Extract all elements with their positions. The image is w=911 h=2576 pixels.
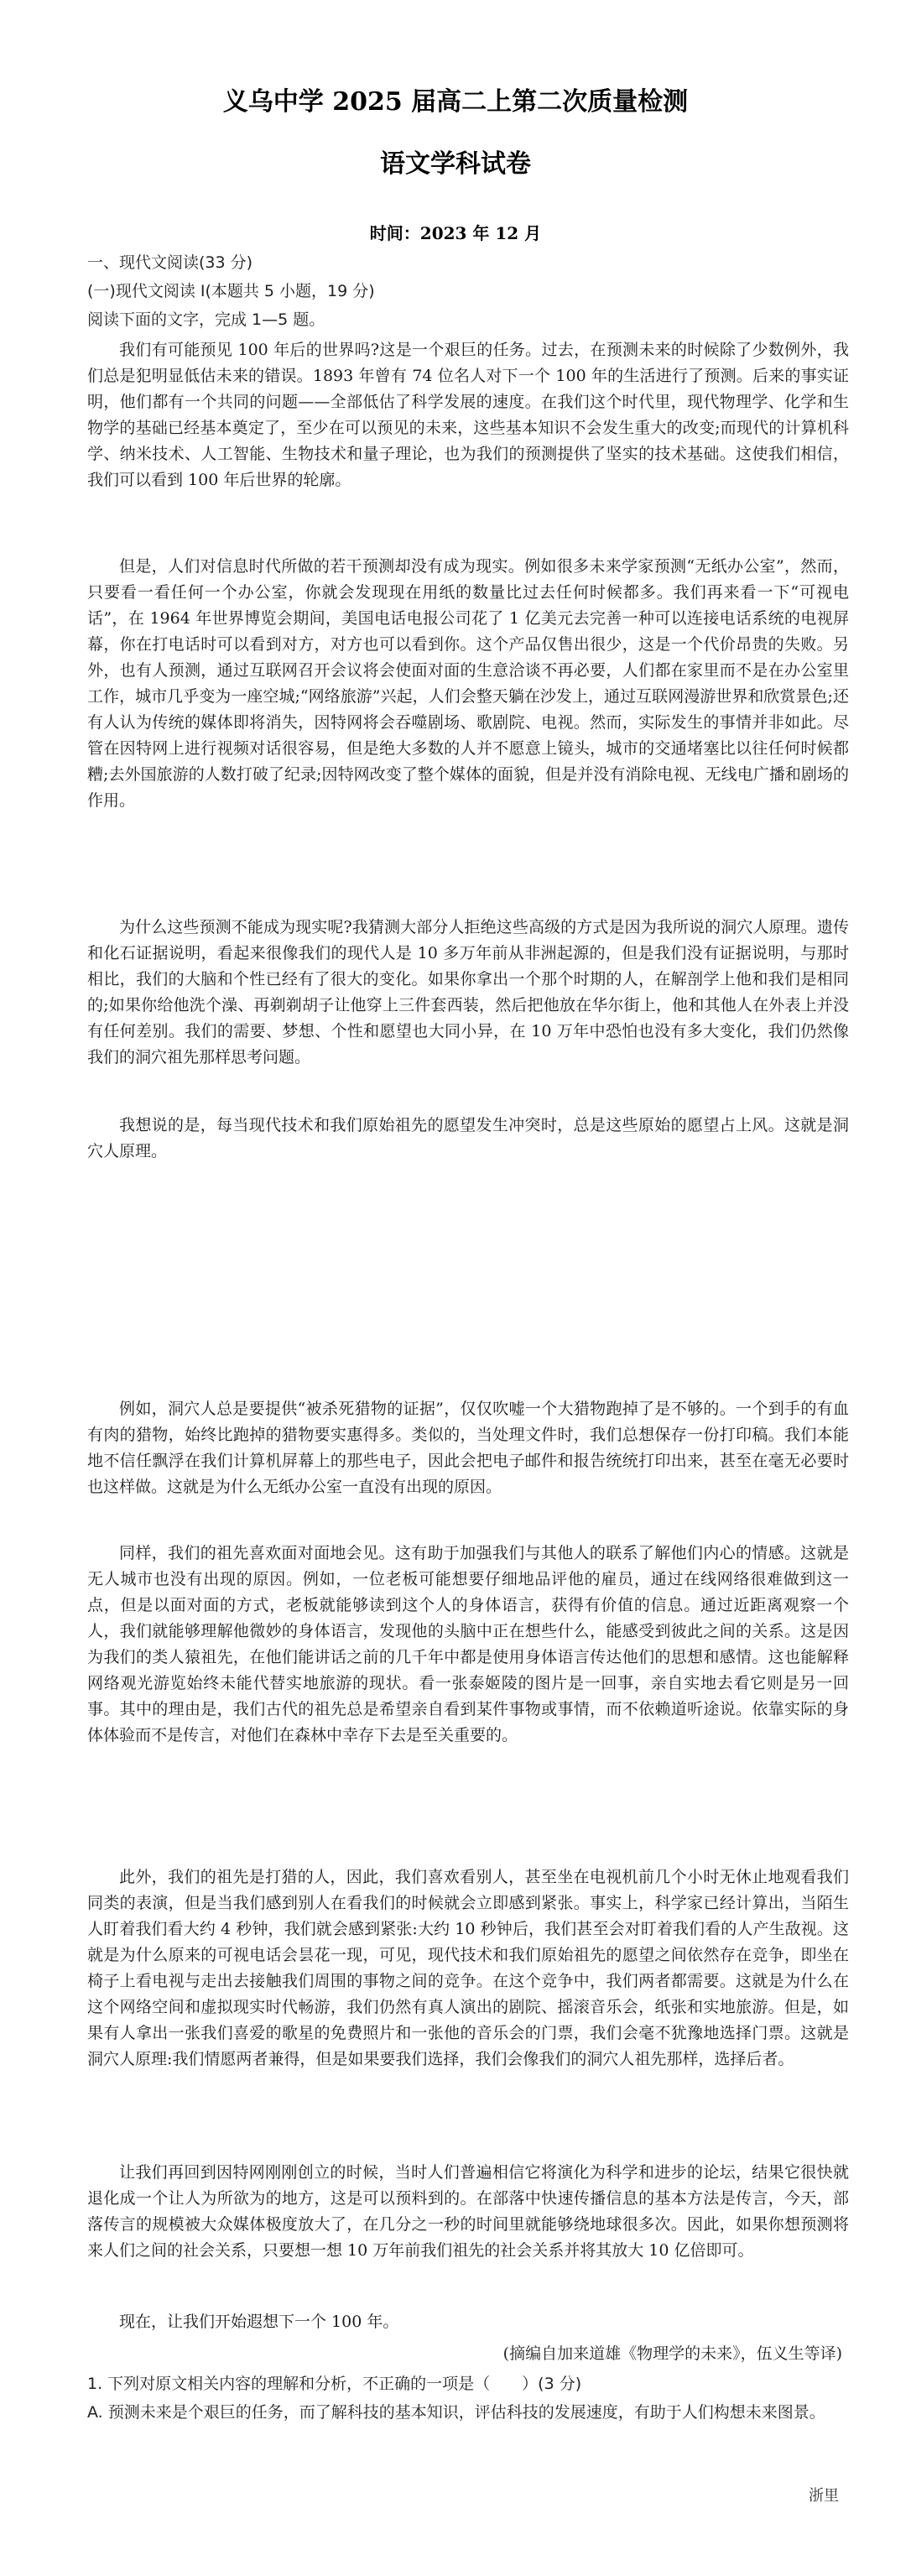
paragraph-6: 同样，我们的祖先喜欢面对面地会见。这有助于加强我们与其他人的联系了解他们内心的情感。这就是无人城市也没有出现的原因。例如，一位老板可能想要仔细地品评他的雇员，通过在线网络很难做到这一点，但是以面对面的方式，老板就能够读到这个人的身体语言，获得有价值的信息。通过近距离观察一个人，我们就能够理解他微妙的身体语言，发现他的头脑中正在想些什么，能感受到彼此之间的关系。这是因为我们的类人猿祖先，在他们能讲话之前的几千年中都是使用身体语言传达他们的思想和感情。这也能解释网络观光游览始终未能代替实地旅游的现状。看一张泰姬陵的图片是一回事，亲自实地去看它则是另一回事。其中的理由是，我们古代的祖先总是希望亲自看到某件事物或事情，而不依赖道听途说。依靠实际的身体体验而不是传言，对他们在森林中幸存下去是至关重要的。 [87,1544,849,1744]
reading-instruction: 阅读下面的文字，完成 1—5 题。 [87,310,325,329]
paragraph-1: 我们有可能预见 100 年后的世界吗?这是一个艰巨的任务。过去，在预测未来的时候除了少数例外，我们总是犯明显低估未来的错误。1893 年曾有 74 位名人对下一个 100 年的生活进行了预测。后来的事实证明，他们都有一个共同的问题——全部低估了科学发展的速度。在我们这个时代里，现代物理学、化学和生物学的基础已经基本奠定了，至少在可以预见的未来，这些基本知识不会发生重大的改变;而现代的计算机科学、纳米技术、人工智能、生物技术和量子理论，也为我们的预测提供了坚实的技术基础。这使我们相信，我们可以看到 100 年后世界的轮廓。 [87,341,849,489]
paragraph-5: 例如，洞穴人总是要提供“被杀死猎物的证据”，仅仅吹嘘一个大猎物跑掉了是不够的。一个到手的有血有肉的猎物，始终比跑掉的猎物要实惠得多。类似的，当处理文件时，我们总想保存一份打印稿。我们本能地不信任飘浮在我们计算机屏幕上的那些电子，因此会把电子邮件和报告统统打印出来，甚至在毫无必要时也这样做。这就是为什么无纸办公室一直没有出现的原因。 [87,1400,849,1496]
part-heading: 一、现代文阅读(33 分) [87,253,253,272]
paragraph-7: 此外，我们的祖先是打猎的人，因此，我们喜欢看别人，甚至坐在电视机前几个小时无休止地观看我们同类的表演，但是当我们感到别人在看我们的时候就会立即感到紧张。事实上，科学家已经计算出，当陌生人盯着我们看大约 4 秒钟，我们就会感到紧张:大约 10 秒钟后，我们甚至会对盯着我们看的人产生敌视。这就是为什么原来的可视电话会昙花一现，可见，现代技术和我们原始祖先的愿望之间依然存在竞争，即坐在椅子上看电视与走出去接触我们周围的事物之间的竞争。在这个竞争中，我们两者都需要。这就是为什么在这个网络空间和虚拟现实时代畅游，我们仍然有真人演出的剧院、摇滚音乐会，纸张和实地旅游。但是，如果有人拿出一张我们喜爱的歌星的免费照片和一张他的音乐会的门票，我们会毫不犹豫地选择门票。这就是洞穴人原理:我们情愿两者兼得，但是如果要我们选择，我们会像我们的洞穴人祖先那样，选择后者。 [87,1868,849,2068]
exam-subtitle: 语文学科试卷 [380,149,531,179]
question-1-stem: 1. 下列对原文相关内容的理解和分析，不正确的一项是（ ）(3 分) [87,2375,582,2393]
exam-title: 义乌中学 2025 届高二上第二次质量检测 [222,87,689,117]
paragraph-8: 让我们再回到因特网刚刚创立的时候，当时人们普遍相信它将演化为科学和进步的论坛，结果它很快就退化成一个让人为所欲为的地方，这是可以预料到的。在部落中快速传播信息的基本方法是传言，今天，部落传言的规模被大众媒体极度放大了，在几分之一秒的时间里就能够绕地球很多次。因此，如果你想预测将来人们之间的社会关系，只要想一想 10 万年前我们祖先的社会关系并将其放大 10 亿倍即可。 [87,2163,849,2260]
source-citation: (摘编自加来道雄《物理学的未来》，伍义生等译) [502,2344,842,2363]
paragraph-3: 为什么这些预测不能成为现实呢?我猜测大部分人拒绝这些高级的方式是因为我所说的洞穴人原理。遗传和化石证据说明，看起来很像我们的现代人是 10 多万年前从非洲起源的，但是我们没有证据说明，与那时相比，我们的大脑和个性已经有了很大的变化。如果你拿出一个那个时期的人，在解剖学上他和我们是相同的;如果你给他洗个澡、再剃剃胡子让他穿上三件套西装，然后把他放在华尔街上，他和其他人在外表上并没有任何差别。我们的需要、梦想、个性和愿望也大同小异，在 10 万年中恐怕也没有多大变化，我们仍然像我们的洞穴祖先那样思考问题。 [87,918,849,1066]
paragraph-2: 但是，人们对信息时代所做的若干预测却没有成为现实。例如很多未来学家预测“无纸办公室”，然而，只要看一看任何一个办公室，你就会发现现在用纸的数量比过去任何时候都多。我们再来看一下“可视电话”，在 1964 年世界博览会期间，美国电话电报公司花了 1 亿美元去完善一种可以连接电话系统的电视屏幕，你在打电话时可以看到对方，对方也可以看到你。这个产品仅售出很少，这是一个代价昂贵的失败。另外，也有人预测，通过互联网召开会议将会使面对面的生意洽谈不再必要，人们都在家里而不是在办公室里工作，城市几乎变为一座空城;“网络旅游”兴起，人们会整天躺在沙发上，通过互联网漫游世界和欣赏景色;还有人认为传统的媒体即将消失，因特网将会吞噬剧场、歌剧院、电视。然而，实际发生的事情并非如此。尽管在因特网上进行视频对话很容易，但是绝大多数的人并不愿意上镜头，城市的交通堵塞比以往任何时候都糟;去外国旅游的人数打破了纪录;因特网改变了整个媒体的面貌，但是并没有消除电视、无线电广播和剧场的作用。 [87,557,849,810]
paragraph-4: 我想说的是，每当现代技术和我们原始祖先的愿望发生冲突时，总是这些原始的愿望占上风。这就是洞穴人原理。 [87,1116,849,1160]
footer-mark: 浙里 [809,2487,839,2505]
subpart-heading: (一)现代文阅读 I(本题共 5 小题，19 分) [87,282,375,300]
exam-time: 时间：2023 年 12 月 [369,223,542,243]
paragraph-9: 现在，让我们开始遐想下一个 100 年。 [119,2313,399,2331]
question-1-option-a: A. 预测未来是个艰巨的任务，而了解科技的基本知识，评估科技的发展速度，有助于人们构想未来图景。 [87,2403,825,2422]
